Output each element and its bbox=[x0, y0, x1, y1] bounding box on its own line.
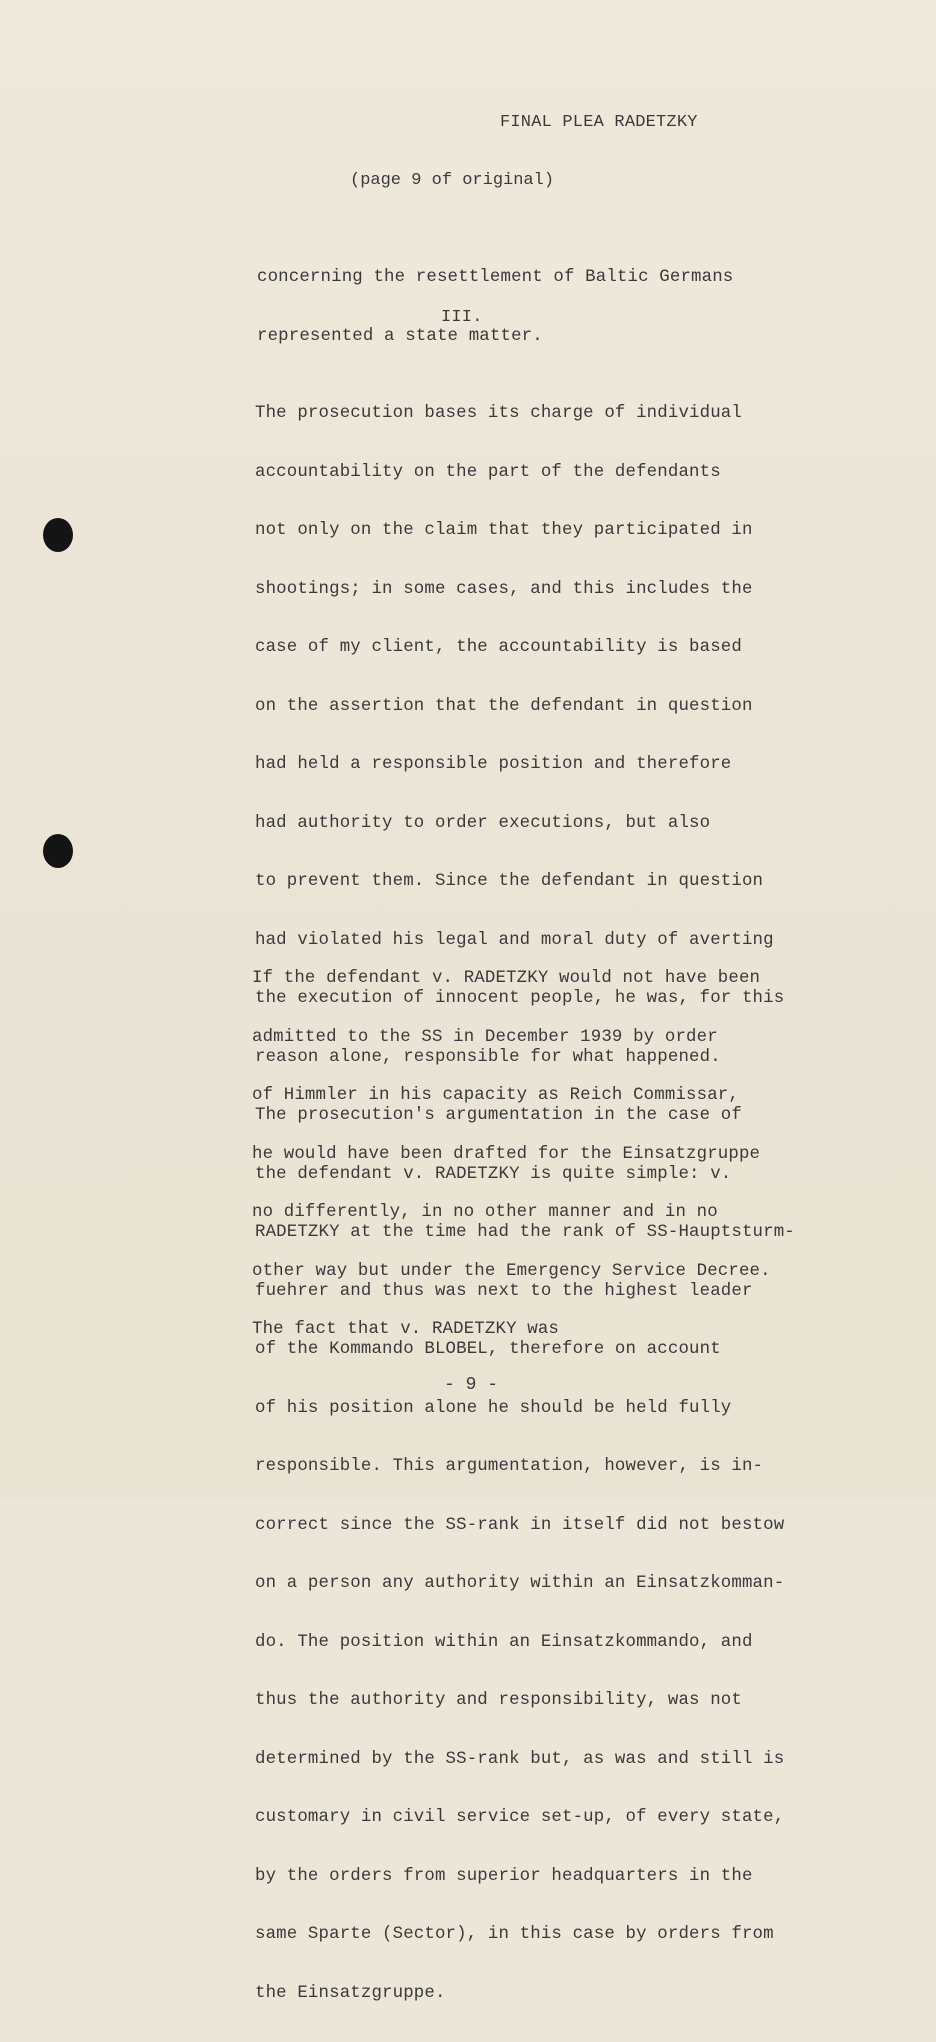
paragraph-final bbox=[252, 930, 771, 1379]
page-reference: (page 9 of original) bbox=[350, 171, 555, 190]
text-line: thus the authority and responsibility, was not bbox=[255, 1691, 742, 1710]
text-line: reason alone, responsible for what happened. bbox=[255, 1047, 721, 1067]
paragraph-continuation bbox=[257, 229, 733, 385]
text-line: customary in civil service set-up, of every state, bbox=[255, 1808, 785, 1827]
text-line: had held a responsible position and therefore bbox=[255, 755, 732, 774]
text-line: responsible. This argumentation, however, is in- bbox=[255, 1457, 764, 1476]
text-line: represented a state matter. bbox=[257, 326, 543, 346]
text-line: admitted to the SS in December 1939 by order bbox=[252, 1027, 718, 1047]
text-line: no differently, in no other manner and in no bbox=[252, 1203, 718, 1222]
text-line: determined by the SS-rank but, as was and still is bbox=[255, 1749, 785, 1769]
text-line: The fact that v. RADETZKY was bbox=[252, 1320, 559, 1339]
text-line: the Einsatzgruppe. bbox=[255, 1983, 446, 2003]
document-header: FINAL PLEA RADETZKY bbox=[500, 113, 698, 132]
text-line: the execution of innocent people, he was, for this bbox=[255, 989, 785, 1008]
text-line: the defendant v. RADETZKY is quite simple: v. bbox=[255, 1164, 732, 1184]
punch-hole bbox=[43, 834, 73, 868]
text-line: concerning the resettlement of Baltic Germans bbox=[257, 268, 734, 287]
punch-hole bbox=[43, 518, 73, 552]
text-line: of the Kommando BLOBEL, therefore on account bbox=[255, 1340, 721, 1359]
text-line: fuehrer and thus was next to the highest leader bbox=[255, 1281, 753, 1301]
text-line: had violated his legal and moral duty of averting bbox=[255, 930, 774, 950]
text-line: on the assertion that the defendant in question bbox=[255, 696, 753, 716]
text-line: shootings; in some cases, and this includes the bbox=[255, 579, 753, 599]
text-line: he would have been drafted for the Einsatzgruppe bbox=[252, 1144, 761, 1164]
text-line: The prosecution's argumentation in the case of bbox=[255, 1106, 742, 1125]
text-line: had authority to order executions, but also bbox=[255, 813, 711, 833]
text-line: do. The position within an Einsatzkommando, and bbox=[255, 1632, 753, 1652]
section-number: III. bbox=[441, 308, 483, 327]
text-line: same Sparte (Sector), in this case by orders from bbox=[255, 1925, 774, 1944]
text-line: by the orders from superior headquarters in the bbox=[255, 1866, 753, 1886]
text-line: accountability on the part of the defendants bbox=[255, 462, 721, 482]
text-line: case of my client, the accountability is based bbox=[255, 638, 742, 657]
text-line: to prevent them. Since the defendant in question bbox=[255, 872, 764, 891]
text-line: The prosecution bases its charge of individual bbox=[255, 404, 742, 423]
page-number: - 9 - bbox=[444, 1375, 499, 1395]
text-line: other way but under the Emergency Service Decree. bbox=[252, 1261, 771, 1281]
text-line: RADETZKY at the time had the rank of SS-Hauptsturm- bbox=[255, 1223, 795, 1242]
text-line: correct since the SS-rank in itself did not bestow bbox=[255, 1515, 785, 1535]
text-line: of his position alone he should be held fully bbox=[255, 1398, 732, 1418]
text-line: on a person any authority within an Einsatzkomman- bbox=[255, 1574, 785, 1593]
text-line: of Himmler in his capacity as Reich Commissar, bbox=[252, 1086, 739, 1105]
text-line: not only on the claim that they participated in bbox=[255, 521, 753, 540]
text-line: If the defendant v. RADETZKY would not have been bbox=[252, 969, 761, 988]
